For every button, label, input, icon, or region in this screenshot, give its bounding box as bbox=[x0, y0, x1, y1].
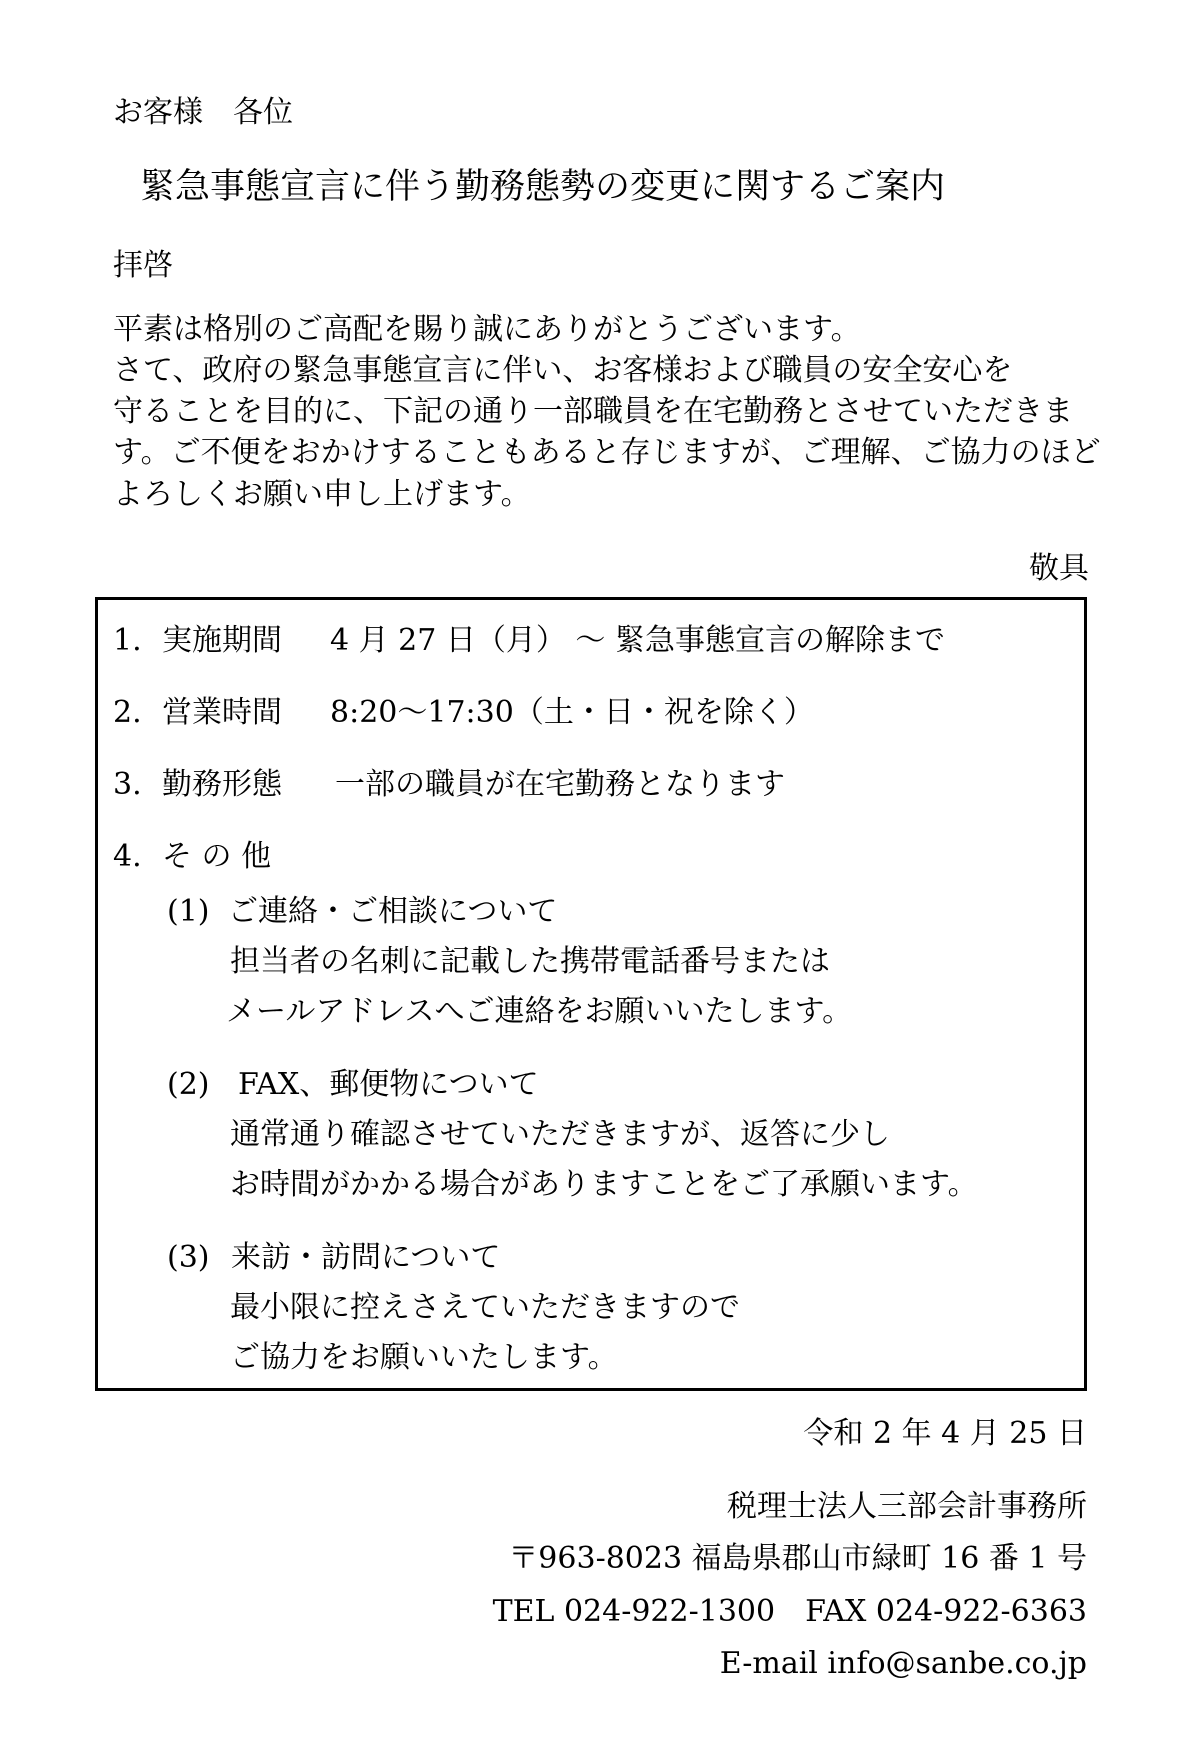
item-number: 2. bbox=[113, 695, 142, 730]
page-title: 緊急事態宣言に伴う勤務態勢の変更に関するご案内 bbox=[140, 167, 946, 207]
item-value: 8:20〜17:30（土・日・祝を除く） bbox=[330, 695, 814, 730]
company-phone-fax: TEL 024-922-1300 FAX 024-922-6363 bbox=[492, 1594, 1087, 1629]
salutation: お客様 各位 bbox=[113, 95, 293, 130]
body-line: す。ご不便をおかけすることもあると存じますが、ご理解、ご協力のほど bbox=[113, 435, 1101, 470]
body-line: 守ることを目的に、下記の通り一部職員を在宅勤務とさせていただきま bbox=[113, 394, 1073, 429]
document-date: 令和 2 年 4 月 25 日 bbox=[803, 1416, 1087, 1451]
company-name: 税理士法人三部会計事務所 bbox=[727, 1489, 1087, 1524]
sub-item-line: 担当者の名刺に記載した携帯電話番号または bbox=[230, 944, 830, 979]
body-line: よろしくお願い申し上げます。 bbox=[113, 477, 531, 512]
company-address: 〒963-8023 福島県郡山市緑町 16 番 1 号 bbox=[508, 1541, 1087, 1576]
item-label: そ の 他 bbox=[162, 839, 272, 874]
sub-item-line: メールアドレスへご連絡をお願いいたします。 bbox=[226, 994, 853, 1029]
sub-item-title: 来訪・訪問について bbox=[231, 1240, 501, 1275]
item-value: 一部の職員が在宅勤務となります bbox=[335, 767, 785, 802]
sub-item-title: ご連絡・ご相談について bbox=[228, 894, 558, 929]
body-line: さて、政府の緊急事態宣言に伴い、お客様および職員の安全安心を bbox=[113, 353, 1013, 388]
sub-item-line: 最小限に控えさえていただきますので bbox=[230, 1290, 740, 1325]
item-number: 3. bbox=[113, 767, 142, 802]
company-email: E-mail info@sanbe.co.jp bbox=[719, 1646, 1087, 1681]
opening-greeting: 拝啓 bbox=[113, 248, 173, 283]
item-value: 4 月 27 日（月） 〜 緊急事態宣言の解除まで bbox=[330, 623, 945, 658]
sub-item-number: (2) bbox=[167, 1067, 210, 1102]
item-number: 1. bbox=[113, 623, 142, 658]
item-label: 営業時間 bbox=[162, 695, 282, 730]
sub-item-title: FAX、郵便物について bbox=[238, 1067, 539, 1102]
sub-item-line: ご協力をお願いいたします。 bbox=[230, 1340, 618, 1375]
item-label: 勤務形態 bbox=[162, 767, 282, 802]
closing-greeting: 敬具 bbox=[1029, 551, 1089, 586]
sub-item-number: (1) bbox=[167, 894, 210, 929]
sub-item-line: 通常通り確認させていただきますが、返答に少し bbox=[230, 1117, 890, 1152]
item-number: 4. bbox=[113, 839, 142, 874]
sub-item-number: (3) bbox=[167, 1240, 210, 1275]
item-label: 実施期間 bbox=[162, 623, 282, 658]
sub-item-line: お時間がかかる場合がありますことをご了承願います。 bbox=[230, 1167, 978, 1202]
body-line: 平素は格別のご高配を賜り誠にありがとうございます。 bbox=[113, 312, 861, 347]
